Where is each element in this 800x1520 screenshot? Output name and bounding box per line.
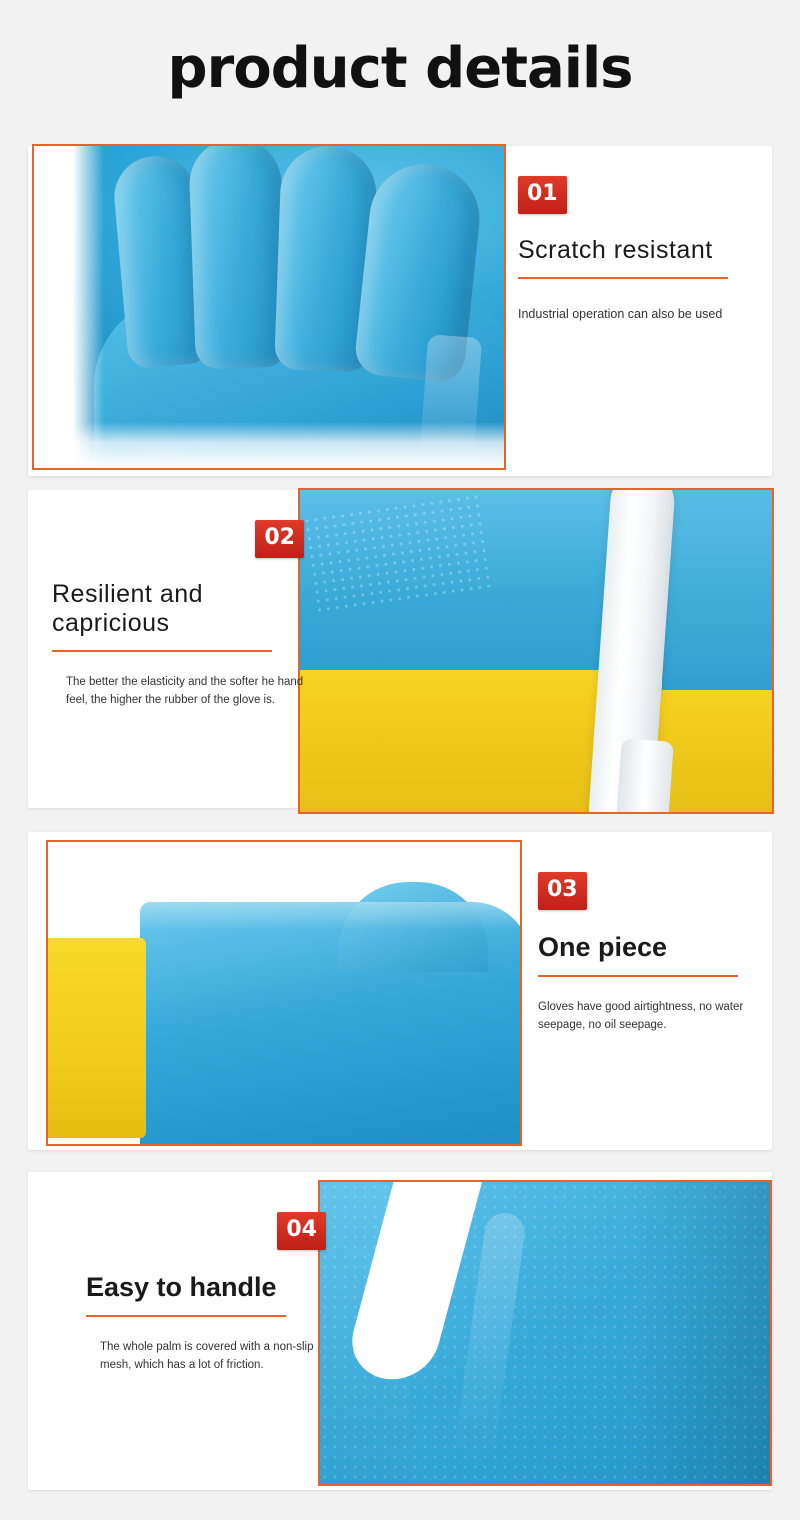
feature-image-1 — [32, 144, 506, 470]
badge-row-2 — [52, 520, 304, 558]
feature-card-1 — [28, 146, 772, 476]
feature-description-4: The whole palm is covered with a non-slip mesh, which has a lot of friction. — [100, 1341, 314, 1371]
feature-text-1 — [518, 176, 770, 324]
feature-title-4: Easy to handle — [86, 1272, 277, 1302]
feature-card-4 — [28, 1172, 772, 1490]
feature-card-3 — [28, 832, 772, 1150]
feature-image-2 — [298, 488, 774, 814]
badge-row-4 — [86, 1212, 326, 1250]
feature-divider-4 — [86, 1315, 286, 1317]
feature-description-2: The better the elasticity and the softer he hand feel, the higher the rubber of the glove is. — [66, 676, 304, 706]
feature-text-4 — [86, 1212, 326, 1375]
feature-text-2 — [52, 520, 304, 710]
feature-number-badge-2: 02 — [255, 520, 304, 558]
feature-card-2 — [28, 490, 772, 808]
badge-row-1 — [518, 176, 770, 214]
feature-divider-3 — [538, 975, 738, 977]
feature-divider-1 — [518, 277, 728, 279]
feature-title-2: Resilient and capricious — [52, 580, 204, 637]
feature-number-badge-1: 01 — [518, 176, 567, 214]
feature-text-3 — [538, 872, 768, 1035]
feature-image-3 — [46, 840, 522, 1146]
page-title: product details — [167, 36, 633, 101]
feature-divider-2 — [52, 650, 272, 652]
feature-title-1: Scratch resistant — [518, 236, 713, 264]
feature-image-4 — [318, 1180, 772, 1486]
feature-description-1: Industrial operation can also be used — [518, 307, 723, 321]
feature-number-badge-4: 04 — [277, 1212, 326, 1250]
feature-number-badge-3: 03 — [538, 872, 587, 910]
feature-description-3: Gloves have good airtightness, no water seepage, no oil seepage. — [538, 1001, 744, 1031]
badge-row-3 — [538, 872, 768, 910]
feature-title-3: One piece — [538, 932, 668, 962]
